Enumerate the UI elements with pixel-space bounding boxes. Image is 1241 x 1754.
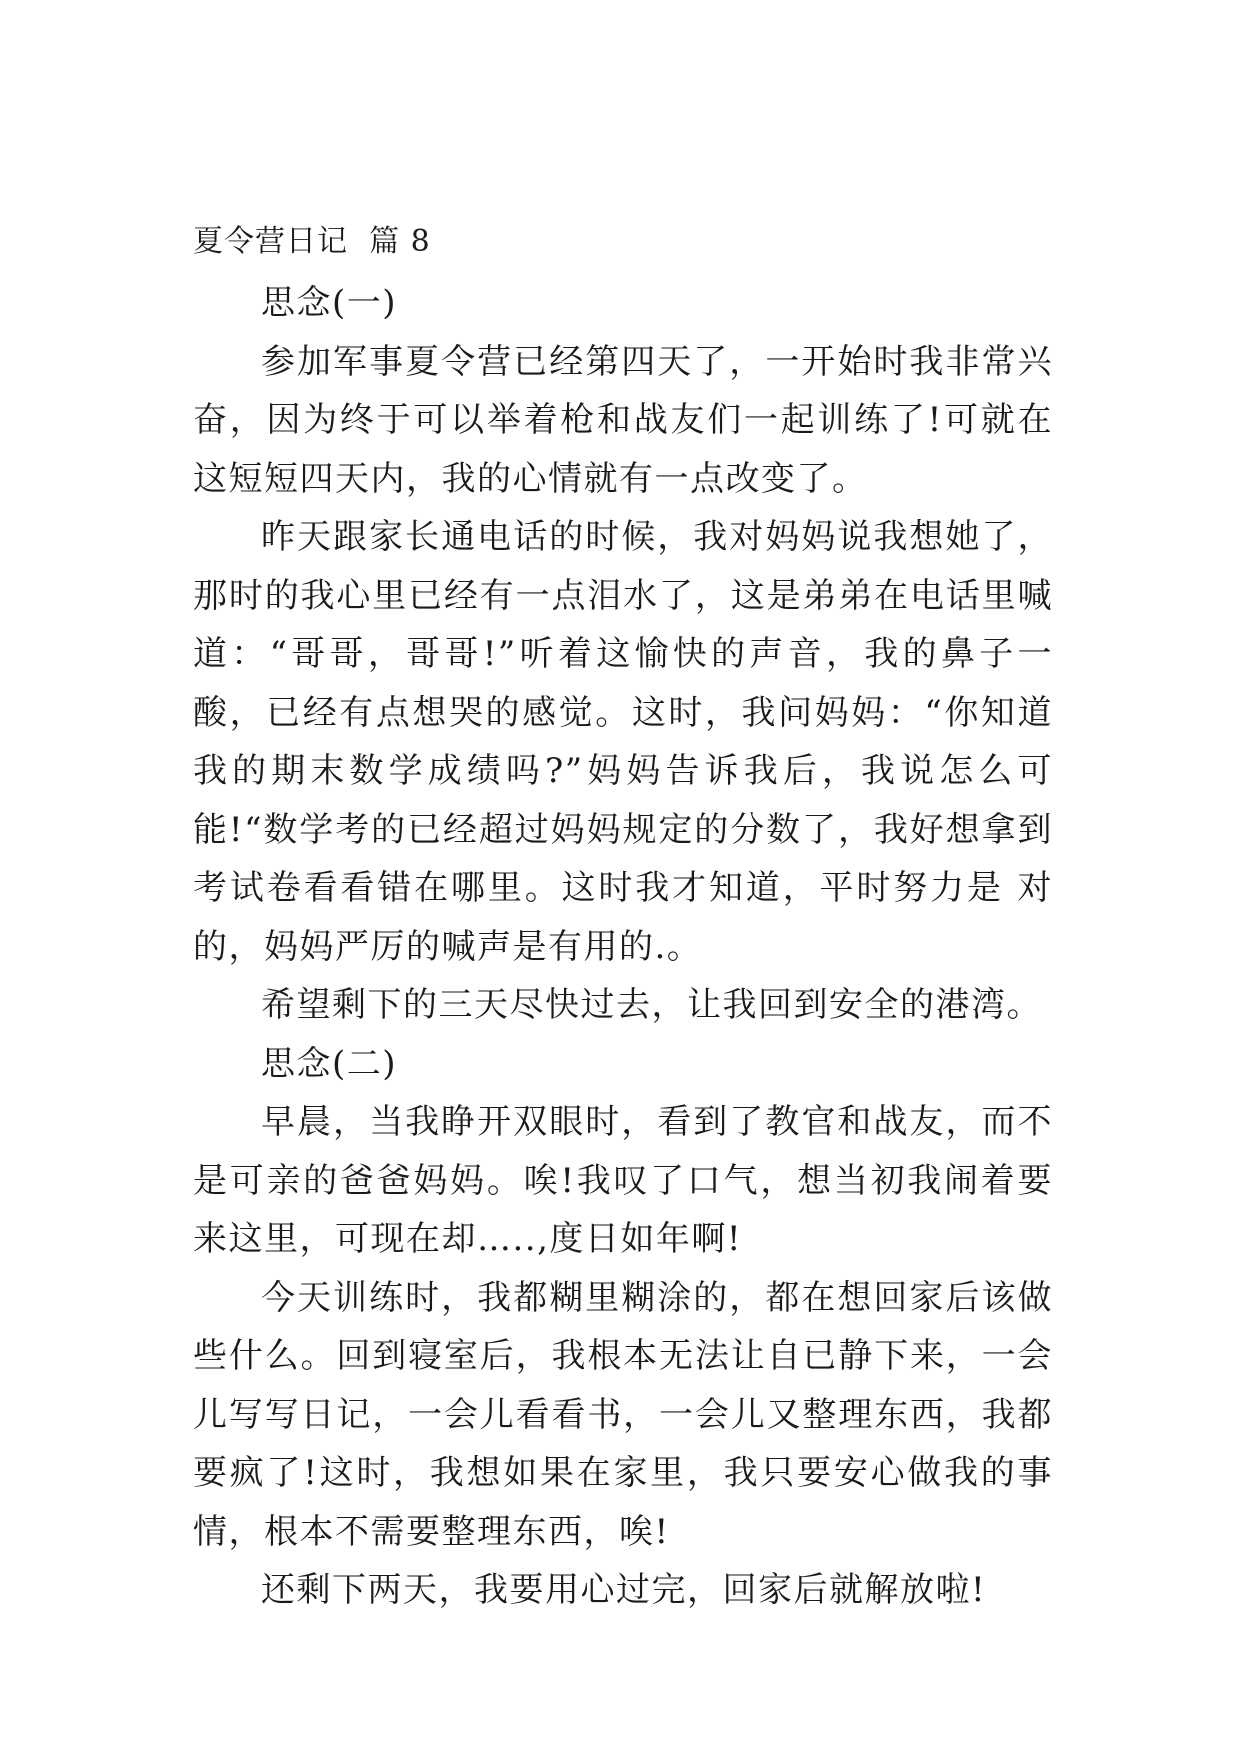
paragraph: 还剩下两天，我要用心过完，回家后就解放啦! xyxy=(261,1570,987,1610)
document-body xyxy=(193,274,1053,1620)
paragraph: 昨天跟家长通电话的时候，我对妈妈说我想她了，那时的我心里已经有一点泪水了，这是弟弟在电话里喊道：“哥哥，哥哥!”听着这愉快的声音，我的鼻子一酸，已经有点想哭的感觉。这时，我问妈妈：“你知道我的期末数学成绩吗?”妈妈告诉我后，我说怎么可能!“数学考的已经超过妈妈规定的分数了，我好想拿到考试卷看看错在哪里。这时我才知道，平时努力是 对的，妈妈严厉的喊声是有用的.。 xyxy=(193,517,1053,967)
paragraph: 今天训练时，我都糊里糊涂的，都在想回家后该做些什么。回到寝室后，我根本无法让自已静下来，一会儿写写日记，一会儿看看书，一会儿又整理东西，我都要疯了!这时，我想如果在家里，我只要安心做我的事情，根本不需要整理东西，唉! xyxy=(193,1277,1053,1552)
paragraph: 希望剩下的三天尽快过去，让我回到安全的港湾。 xyxy=(261,985,1042,1025)
section-heading-1: 思念(一) xyxy=(261,283,398,323)
section-heading-2: 思念(二) xyxy=(261,1043,398,1084)
paragraph: 早晨，当我睁开双眼时，看到了教官和战友，而不是可亲的爸爸妈妈。唉!我叹了口气，想当初我闹着要来这里，可现在却…..,度日如年啊! xyxy=(193,1102,1053,1259)
paragraph: 参加军事夏令营已经第四天了，一开始时我非常兴奋，因为终于可以举着枪和战友们一起训练了!可就在这短短四天内，我的心情就有一点改变了。 xyxy=(193,341,1053,499)
document-title: 夏令营日记 篇 8 xyxy=(193,224,431,259)
